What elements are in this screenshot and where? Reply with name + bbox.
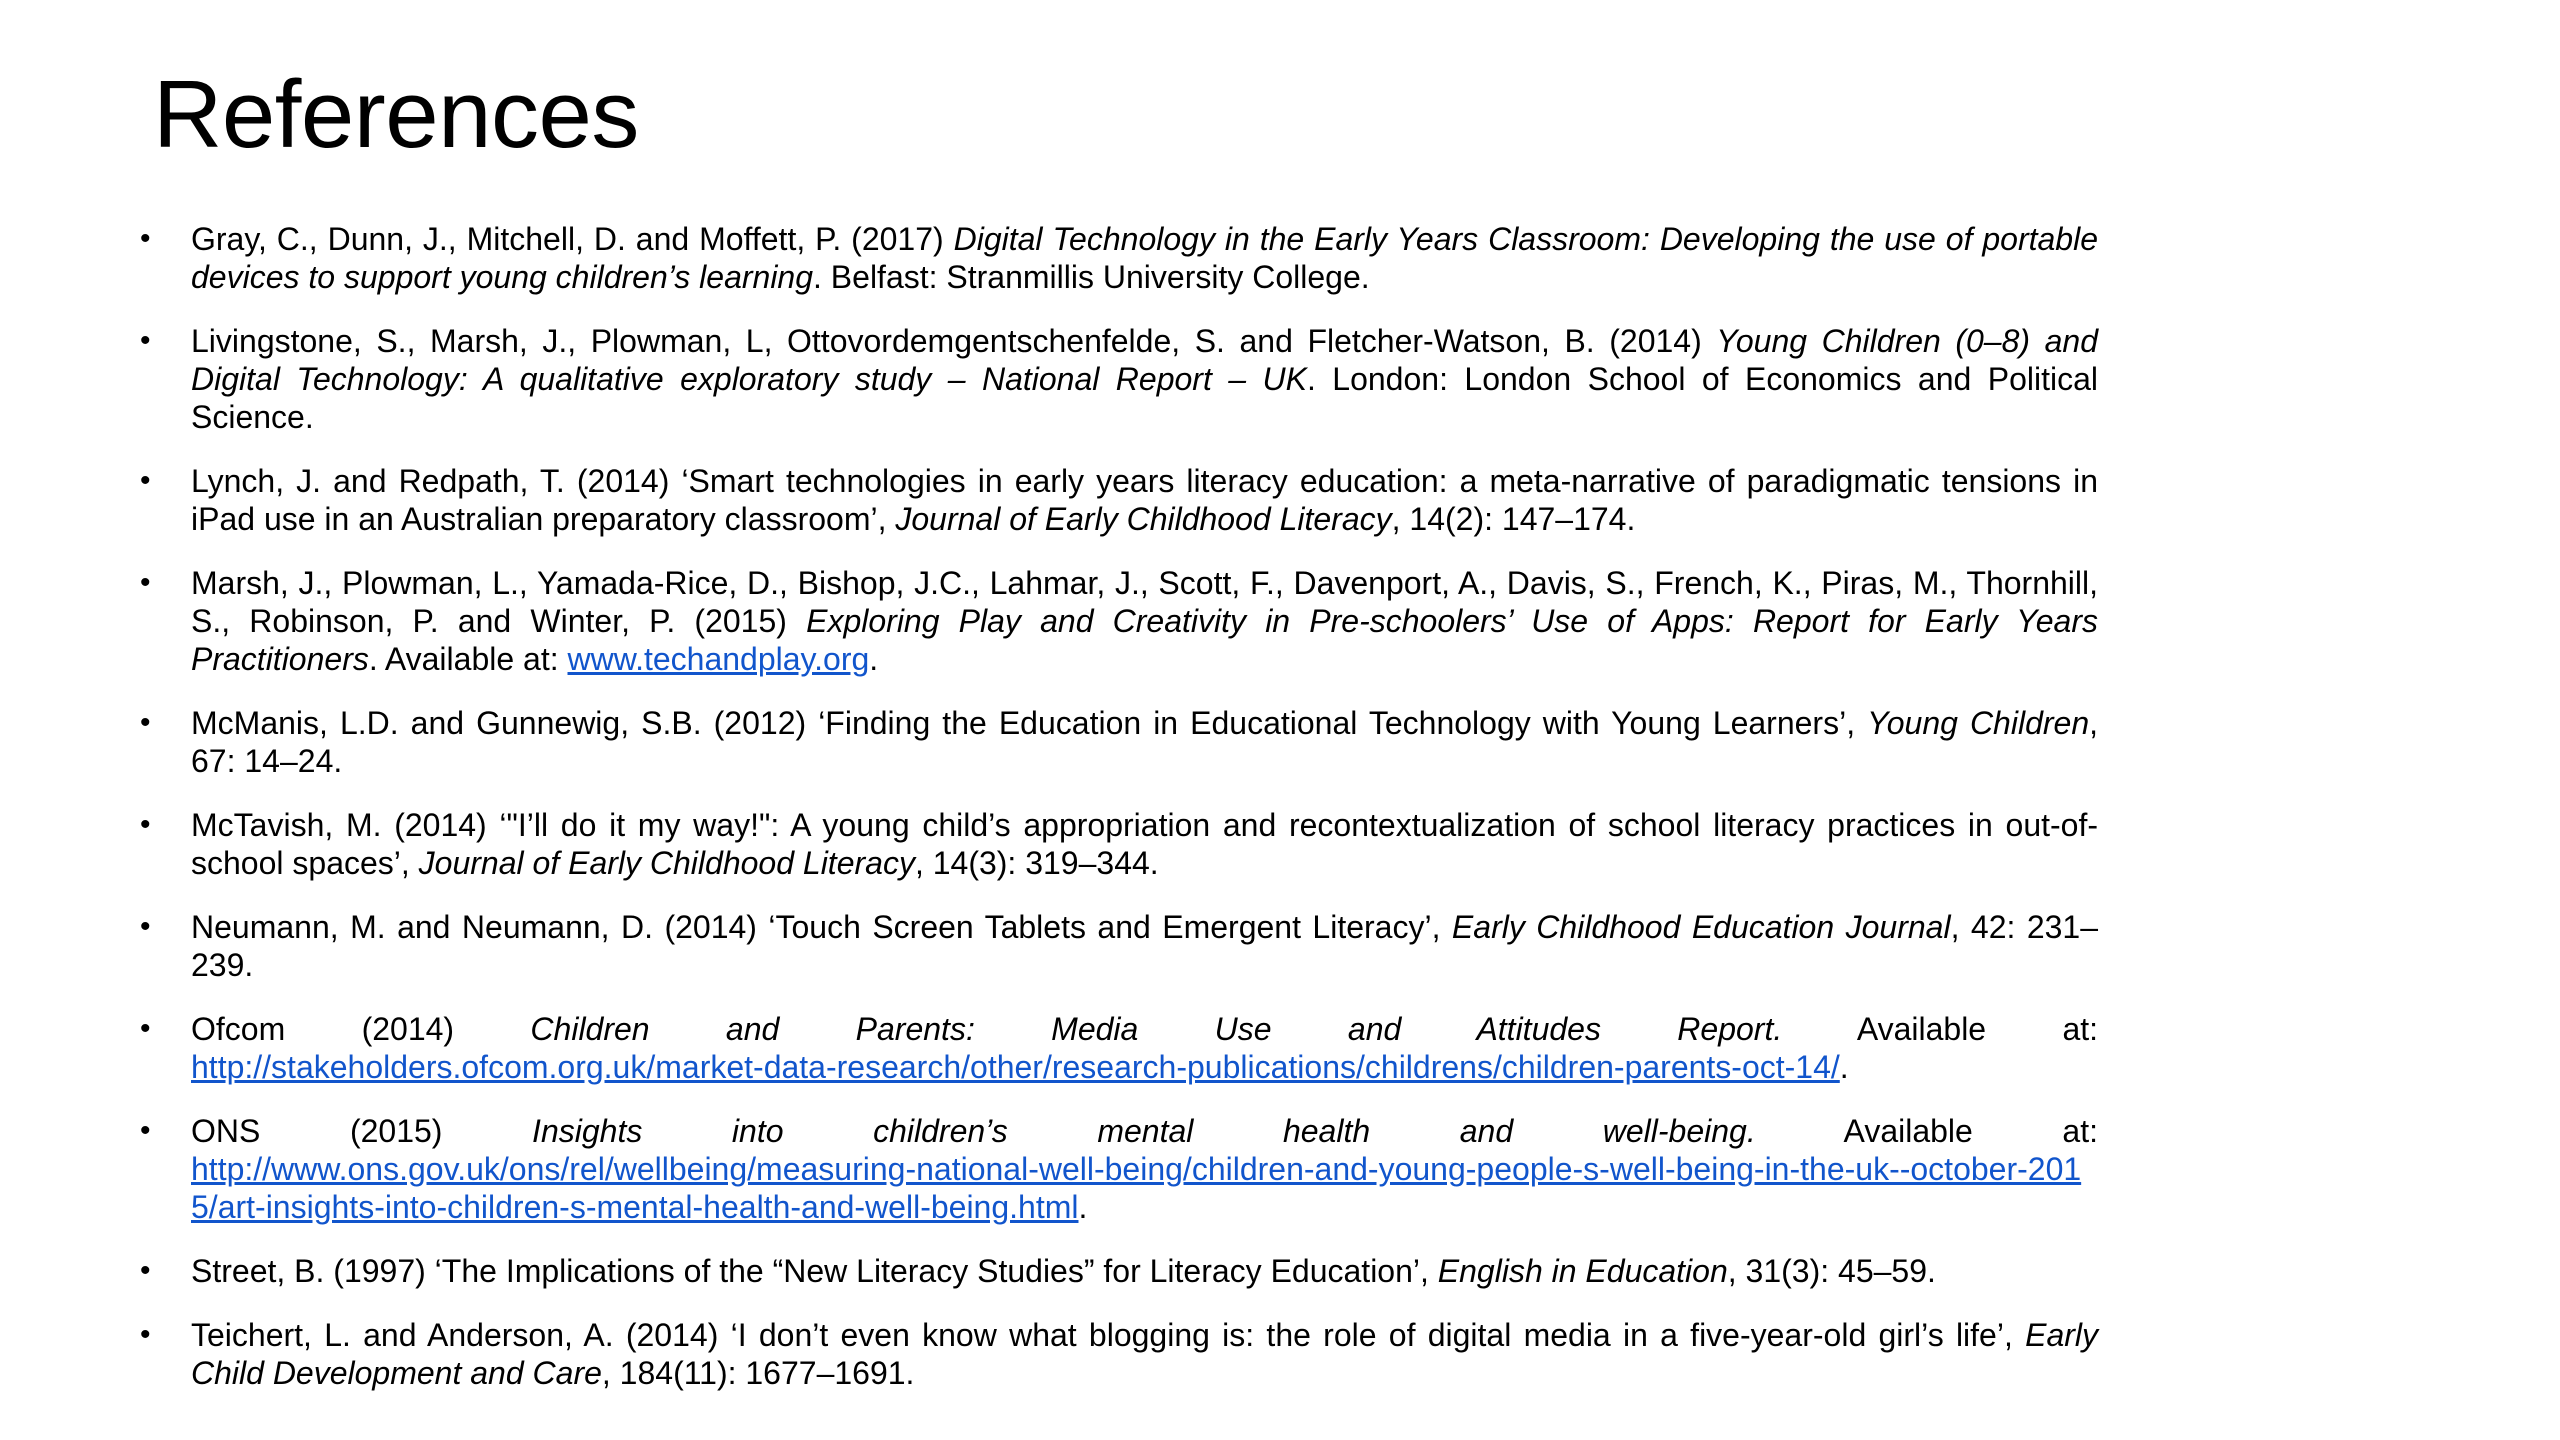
reference-first-line [191, 1010, 2098, 1048]
reference-url-line [191, 1150, 2098, 1226]
bullet: • [140, 1318, 151, 1351]
bullet: • [140, 464, 151, 497]
reference-link[interactable]: www.techandplay.org [567, 641, 870, 677]
list-item [140, 806, 2098, 882]
reference-text: Teichert, L. and Anderson, A. (2014) ‘I don’t even know what blogging is: the role of digital media in a five-year-old girl’s life’, [191, 1317, 2026, 1353]
reference-title: Early Childhood Education Journal [1451, 909, 1951, 945]
list-item [140, 1112, 2098, 1226]
reference-title: Young Children (0–8) and Digital Technology: A qualitative exploratory study – National Report – UK [191, 323, 2099, 397]
bullet: • [140, 1012, 151, 1045]
reference-text: , 42: 231–239. [191, 909, 2099, 983]
list-item [140, 564, 2098, 678]
bullet: • [140, 1254, 151, 1287]
reference-url-line [191, 1048, 2098, 1086]
reference-text: Neumann, M. and Neumann, D. (2014) ‘Touch Screen Tablets and Emergent Literacy’, [191, 909, 1452, 945]
list-item [140, 1252, 2098, 1290]
bullet: • [140, 706, 151, 739]
reference-text: , 31(3): 45–59. [1727, 1253, 1936, 1289]
reference-title: Children and Parents: Media Use and Attitudes Report. [530, 1011, 1783, 1047]
list-item [140, 220, 2098, 296]
reference-text: . [1839, 1049, 1849, 1085]
reference-link[interactable]: http://stakeholders.ofcom.org.uk/market-data-research/other/research-publications/childrens/children-parents-oct-14/ [191, 1049, 1840, 1085]
reference-text: , 14(2): 147–174. [1391, 501, 1636, 537]
reference-text: , 184(11): 1677–1691. [601, 1355, 915, 1391]
reference-text: McTavish, M. (2014) ‘"I’ll do it my way!": A young child’s appropriation and recontextualization of school literacy practices in out-of-school spaces’, [191, 807, 2098, 881]
bullet: • [140, 324, 151, 357]
reference-text: ONS (2015) [191, 1113, 533, 1149]
reference-title: Young Children [1867, 705, 2090, 741]
reference-title: Exploring Play and Creativity in Pre-schoolers’ Use of Apps: Report for Early Years Practitioners [191, 603, 2099, 677]
reference-text: . [1078, 1189, 1088, 1225]
reference-text: . Belfast: Stranmillis University College. [813, 259, 1370, 295]
bullet: • [140, 222, 151, 255]
list-item [140, 704, 2098, 780]
list-item [140, 462, 2098, 538]
list-item [140, 1316, 2098, 1392]
list-item [140, 908, 2098, 984]
reference-title: Early Child Development and Care [191, 1317, 2098, 1391]
reference-text: Gray, C., Dunn, J., Mitchell, D. and Moffett, P. (2017) [191, 221, 954, 257]
reference-title: Digital Technology in the Early Years Classroom: Developing the use of portable devices to support young children’s learning [191, 221, 2099, 295]
reference-text: Street, B. (1997) ‘The Implications of the “New Literacy Studies” for Literacy Education’, [191, 1253, 1438, 1289]
reference-text: Available at: [1755, 1113, 2099, 1149]
reference-text: , 14(3): 319–344. [914, 845, 1159, 881]
list-item [140, 1010, 2098, 1086]
reference-first-line [191, 1112, 2098, 1150]
bullet: • [140, 910, 151, 943]
bullet: • [140, 566, 151, 599]
bullet: • [140, 808, 151, 841]
reference-text: . London: London School of Economics and Political Science. [191, 361, 2099, 435]
reference-list [140, 220, 2098, 1418]
reference-title: Insights into children’s mental health and well-being. [532, 1113, 1756, 1149]
reference-text: Marsh, J., Plowman, L., Yamada-Rice, D., Bishop, J.C., Lahmar, J., Scott, F., Davenport, A., Davis, S., French, K., Piras, M., Thornhill, S., Robinson, P. and Winter, P. (2015) [191, 565, 2098, 639]
bullet: • [140, 1114, 151, 1147]
reference-text: Lynch, J. and Redpath, T. (2014) ‘Smart technologies in early years literacy education: a meta-narrative of paradigmatic tensions in iPad use in an Australian preparatory classroom’, [191, 463, 2098, 537]
reference-link[interactable]: http://www.ons.gov.uk/ons/rel/wellbeing/measuring-national-well-being/children-and-young-people-s-well-being-in-the-uk--october-2015/art-insights-into-children-s-mental-health-and-well-being.html [191, 1151, 2082, 1225]
reference-text: . [869, 641, 879, 677]
reference-text: Available at: [1782, 1011, 2099, 1047]
list-item [140, 322, 2098, 436]
reference-text: McManis, L.D. and Gunnewig, S.B. (2012) ‘Finding the Education in Educational Technology with Young Learners’, [191, 705, 1868, 741]
reference-text: . Available at: [368, 641, 568, 677]
reference-text: Livingstone, S., Marsh, J., Plowman, L, Ottovordemgentschenfelde, S. and Fletcher-Watson, B. (2014) [191, 323, 1717, 359]
page-title: References [153, 61, 639, 168]
reference-text: Ofcom (2014) [191, 1011, 531, 1047]
reference-title: Journal of Early Childhood Literacy [895, 501, 1392, 537]
reference-title: English in Education [1437, 1253, 1728, 1289]
reference-title: Journal of Early Childhood Literacy [418, 845, 915, 881]
reference-text: , 67: 14–24. [191, 705, 2099, 779]
